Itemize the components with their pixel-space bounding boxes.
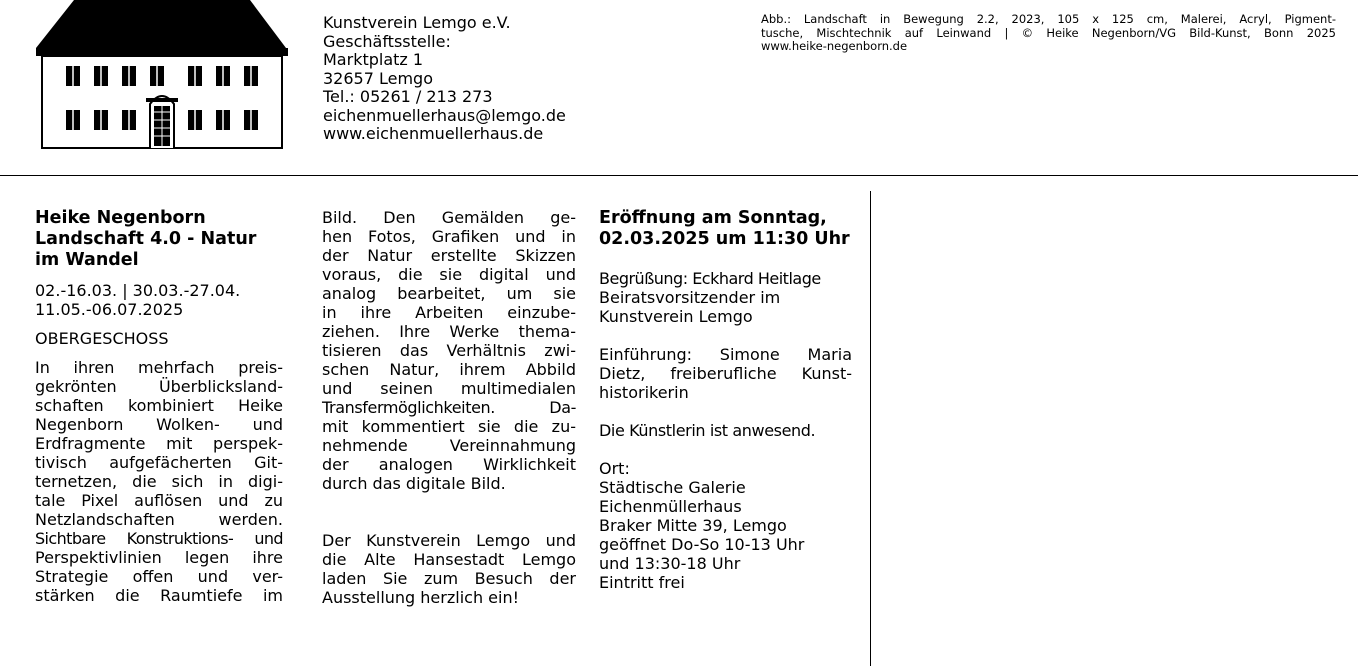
- body-line: Strategie offen und ver-: [35, 567, 283, 586]
- exhibition-dates: 02.-16.03. | 30.03.-27.04.: [35, 281, 241, 300]
- image-caption: [761, 13, 1336, 54]
- opening-heading: Eröffnung am Sonntag,: [599, 208, 827, 228]
- body-line: schen Natur, ihrem Abbild: [322, 360, 576, 379]
- address-line: 32657 Lemgo: [323, 68, 433, 88]
- address-line: Tel.: 05261 / 213 273: [323, 87, 493, 106]
- town-house-icon: [34, 0, 290, 152]
- body-line: der analogen Wirklichkeit: [322, 455, 576, 474]
- invitation-line: laden Sie zum Besuch der: [322, 569, 576, 588]
- address-line: Marktplatz 1: [323, 50, 424, 69]
- body-line: Negenborn Wolken- und: [35, 415, 283, 434]
- invitation-line: Ausstellung herzlich ein!: [322, 588, 520, 607]
- body-line: hen Fotos, Grafiken und in: [322, 227, 576, 246]
- body-line: stärken die Raumtiefe im: [35, 586, 283, 605]
- body-line: durch das digitale Bild.: [322, 474, 506, 493]
- body-line: tivisch aufgefächerten Git-: [35, 453, 283, 472]
- exhibition-dates: 11.05.-06.07.2025: [35, 300, 184, 319]
- venue-line: und 13:30-18 Uhr: [599, 554, 741, 573]
- body-line: in ihre Arbeiten einzube-: [322, 303, 576, 322]
- body-line: Erdfragmente mit perspek-: [35, 434, 283, 453]
- invitation-line: die Alte Hansestadt Lemgo: [322, 550, 576, 569]
- introduction-line: Einführung: Simone Maria: [599, 345, 852, 364]
- exhibition-title: Landschaft 4.0 - Natur: [35, 229, 257, 249]
- greeting-line: Kunstverein Lemgo: [599, 307, 753, 326]
- body-line: der Natur erstellte Skizzen: [322, 246, 576, 265]
- body-line: Bild. Den Gemälden ge-: [322, 208, 576, 227]
- horizontal-divider: [0, 175, 1358, 176]
- body-line: schaften kombiniert Heike: [35, 396, 283, 415]
- body-line: gekrönten Überblicksland-: [35, 377, 283, 396]
- venue-line: Ort:: [599, 459, 630, 478]
- greeting-line: Beiratsvorsitzender im: [599, 288, 781, 307]
- description-column: [322, 208, 576, 607]
- body-line: Perspektivlinien legen ihre: [35, 548, 283, 567]
- body-line: Transfermöglichkeiten. Da-: [322, 398, 576, 417]
- email-link[interactable]: eichenmuellerhaus@lemgo.de: [323, 105, 566, 125]
- opening-heading: 02.03.2025 um 11:30 Uhr: [599, 229, 850, 249]
- body-line: mit kommentiert sie die zu-: [322, 417, 576, 436]
- caption-line: Abb.: Landschaft in Bewegung 2.2, 2023, 105 x 125 cm, Malerei, Acryl, Pigment-: [761, 12, 1336, 26]
- greeting-line: Begrüßung: Eckhard Heitlage: [599, 269, 821, 288]
- exhibition-title: Heike Negenborn: [35, 208, 206, 228]
- venue-line: Eichenmüllerhaus: [599, 497, 742, 516]
- body-line: Netzlandschaften werden.: [35, 510, 283, 529]
- address-line: Geschäftsstelle:: [323, 31, 451, 51]
- event-info-column: [599, 208, 852, 592]
- venue-line: Eintritt frei: [599, 573, 685, 592]
- body-line: ziehen. Ihre Werke thema-: [322, 322, 576, 341]
- artist-website-link[interactable]: www.heike-negenborn.de: [761, 39, 908, 53]
- body-line: In ihren mehrfach preis-: [35, 358, 283, 377]
- invitation-line: Der Kunstverein Lemgo und: [322, 531, 576, 550]
- body-line: nehmende Vereinnahmung: [322, 436, 576, 455]
- floor-label: OBERGESCHOSS: [35, 329, 169, 348]
- exhibition-column: [35, 208, 283, 605]
- introduction-line: historikerin: [599, 383, 689, 402]
- website-link[interactable]: www.eichenmuellerhaus.de: [323, 124, 544, 143]
- venue-line: Braker Mitte 39, Lemgo: [599, 516, 787, 535]
- body-line: tisieren das Verhältnis zwi-: [322, 341, 576, 360]
- body-line: voraus, die sie digital und: [322, 265, 576, 284]
- caption-line: tusche, Mischtechnik auf Leinwand | © Heike Negenborn/VG Bild-Kunst, Bonn 2025: [761, 25, 1336, 40]
- address-line: Kunstverein Lemgo e.V.: [323, 13, 511, 32]
- body-line: tale Pixel auflösen und zu: [35, 491, 283, 510]
- introduction-line: Dietz, freiberufliche Kunst-: [599, 364, 852, 383]
- venue-line: Städtische Galerie: [599, 478, 746, 497]
- exhibition-title: im Wandel: [35, 250, 139, 270]
- vertical-divider: [870, 191, 871, 666]
- body-line: und seinen multimedialen: [322, 379, 576, 398]
- address-block: [323, 14, 566, 144]
- artist-present-note: Die Künstlerin ist anwesend.: [599, 421, 816, 440]
- body-line: ternetzen, die sich in digi-: [35, 472, 283, 491]
- body-line: Sichtbare Konstruktions- und: [35, 529, 283, 548]
- venue-line: geöffnet Do-So 10-13 Uhr: [599, 535, 805, 554]
- body-line: analog bearbeitet, um sie: [322, 284, 576, 303]
